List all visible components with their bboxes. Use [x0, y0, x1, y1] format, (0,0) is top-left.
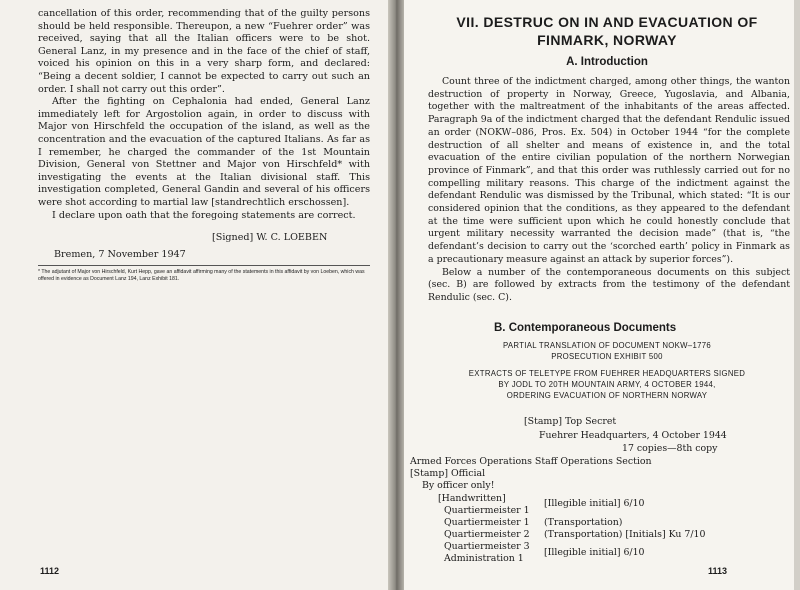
distribution-row: Quartiermeister 3: [444, 541, 530, 552]
footnote: * The adjutant of Major von Hirschfeld, Kurt Hepp, gave an affidavit affirming many of the statements in this affidavit by von Loeben, which was offered in evidence as Document Lanz 194, Lanz Exhibit 181.: [38, 269, 365, 282]
distribution-row: Quartiermeister 1: [444, 517, 530, 528]
extract-line-1: EXTRACTS OF TELETYPE FROM FUEHRER HEADQUARTERS SIGNED: [468, 369, 746, 378]
copies: 17 copies—8th copy: [622, 443, 718, 454]
extract-line-3: ORDERING EVACUATION OF NORTHERN NORWAY: [506, 391, 708, 400]
intro-paragraph-2: Below a number of the contemporaneous documents on this subject (sec. B) are followed by extracts from the testimony of the defendant Rendulic (sec. C).: [428, 266, 790, 303]
stamp-top-secret: [Stamp] Top Secret: [524, 416, 617, 427]
left-page: [0, 0, 388, 590]
left-paragraph-2: After the fighting on Cephalonia had ended, General Lanz immediately left for Argostolion again, in order to discuss with Major von Hirschfeld the occupation of the island, as well as the concentration and the evacuation of the captured Italians. As far as I remember, he charged the commander of the 1st Mountain Division, General von Stettner and Major von Hirschfeld* with investigating the events at the Italian divisional staff. This investigation completed, General Gandin and several of his officers were shot according to martial law [standrechtlich erschossen].: [38, 96, 370, 208]
distribution-row: Quartiermeister 2: [444, 529, 530, 540]
extract-line-2: BY JODL TO 20TH MOUNTAIN ARMY, 4 OCTOBER 1944,: [498, 380, 716, 389]
footnote-rule: [38, 265, 370, 266]
chapter-title-line-2: FINMARK, NORWAY: [537, 32, 677, 48]
distribution-note: [Illegible initial] 6/10: [544, 498, 645, 509]
stamp-official: [Stamp] Official: [410, 468, 486, 479]
distribution-note: [Illegible initial] 6/10: [544, 547, 645, 558]
by-officer-only: By officer only!: [422, 480, 495, 491]
handwritten-label: [Handwritten]: [438, 493, 506, 504]
distribution-note: (Transportation) [Initials] Ku 7/10: [544, 529, 706, 540]
distribution-row: Administration 1: [444, 553, 524, 564]
section-a-heading: A. Introduction: [566, 56, 648, 68]
place-date: Bremen, 7 November 1947: [54, 249, 186, 260]
book-gutter: [388, 0, 404, 590]
distribution-row: Quartiermeister 1: [444, 505, 530, 516]
left-page-body: [38, 8, 370, 222]
right-page: [404, 0, 800, 590]
translation-line-1: PARTIAL TRANSLATION OF DOCUMENT NOKW–1776: [503, 341, 711, 350]
page-number-left: 1112: [40, 566, 60, 576]
chapter-title-line-1: VII. DESTRUC ON IN AND EVACUATION OF: [456, 14, 758, 30]
intro-paragraph-1: Count three of the indictment charged, among other things, the wanton destruction of property in Norway, Greece, Yugoslavia, and Albania, together with the maltreatment of the inhabitants of the areas affected. Paragraph 9a of the indictment charged that the defendant Rendulic issued an order (NOKW–086, Pros. Ex. 504) in October 1944 “for the complete destruction of all shelter and means of existence in, and the total evacuation of the entire civilian population of the northern Norwegian province of Finmark”, and that this order was ruthlessly carried out for no compelling military reasons. This charge of the indictment against the defendant Rendulic was dismissed by the Tribunal, which stated: “It is our considered opinion that the conditions, as they appeared to the defendant at the time were sufficient upon which he could honestly conclude that urgent military necessity warranted the decision made” (that is, “the defendant’s decision to carry out the ‘scorched earth’ policy in Finmark as a precautionary measure against an attack by superior forces”).: [428, 76, 790, 265]
page-edge: [794, 0, 800, 590]
translation-line-2: PROSECUTION EXHIBIT 500: [551, 352, 663, 361]
fuehrer-hq-date: Fuehrer Headquarters, 4 October 1944: [539, 430, 727, 441]
page-number-right: 1113: [708, 566, 728, 576]
introduction-body: [428, 76, 790, 305]
left-paragraph-3: I declare upon oath that the foregoing statements are correct.: [52, 209, 356, 221]
section-b-heading: B. Contemporaneous Documents: [494, 322, 677, 334]
left-paragraph-1: cancellation of this order, recommending that of the guilty persons should be held responsible. Thereupon, a new “Fuehrer order” was received, saying that all the Italian officers were to be shot. General Lanz, in my presence and in the face of the chief of staff, voiced his opinion on this in a very sharp form, and declared: “Being a decent soldier, I cannot be expected to carry out such an order. I shall not carry out this order”.: [38, 8, 370, 95]
distribution-note: (Transportation): [544, 517, 623, 528]
signature: [Signed] W. C. LOEBEN: [212, 232, 328, 243]
operations-section: Armed Forces Operations Staff Operations Section: [410, 456, 652, 467]
